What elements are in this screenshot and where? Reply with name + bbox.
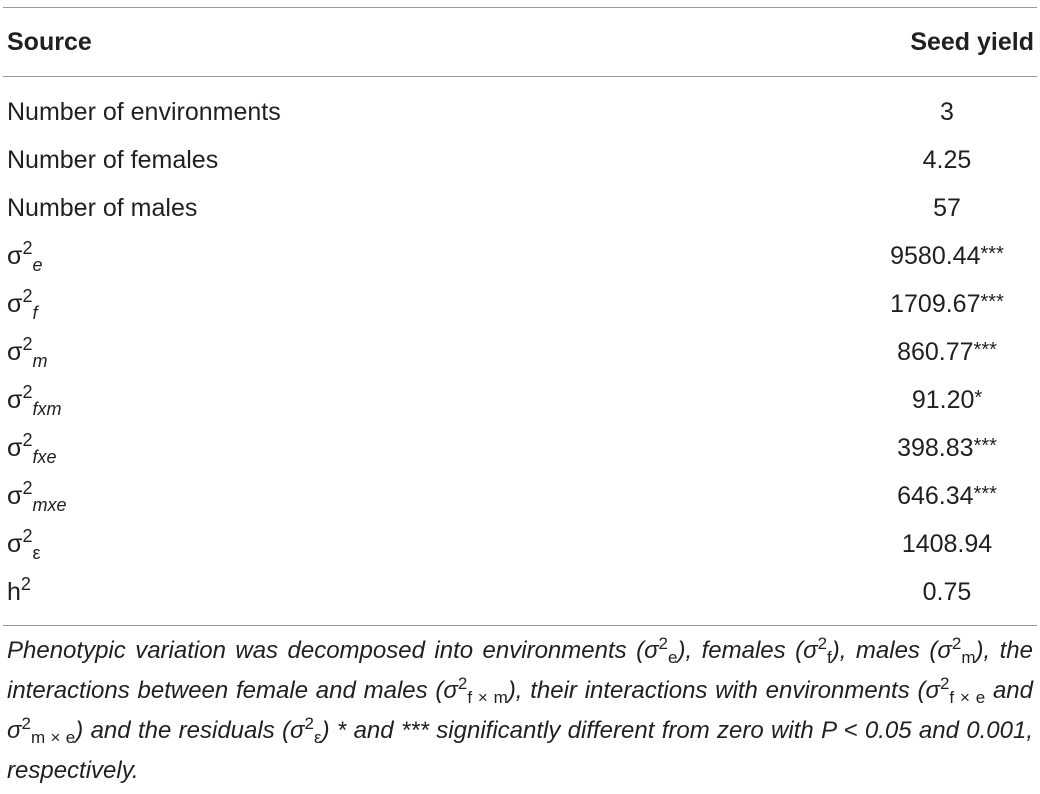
footnote-sub: e	[668, 648, 678, 667]
row-value	[857, 482, 1037, 511]
symbol: σ	[7, 337, 23, 366]
row-value	[857, 338, 1037, 367]
header-seed-yield: Seed yield	[910, 27, 1034, 56]
row-value	[857, 242, 1037, 271]
significance-stars: ***	[980, 290, 1004, 313]
footnote-sub: m × e	[30, 728, 76, 747]
significance-stars: ***	[973, 338, 997, 361]
table-row	[3, 568, 1037, 616]
footnote-symbol: σ	[644, 637, 659, 664]
value-number: 0.75	[922, 577, 972, 606]
footnote-sup: 2	[21, 714, 31, 733]
table-row	[3, 184, 1037, 232]
row-value: 3	[940, 97, 954, 126]
header-source: Source	[7, 27, 92, 56]
footnote-text: ), their interactions with environments (	[507, 677, 926, 704]
symbol: σ	[7, 481, 23, 510]
footnote-sup: 2	[939, 674, 950, 693]
table-body	[3, 77, 1037, 625]
footnote-sub: m	[961, 648, 976, 667]
superscript: 2	[22, 525, 33, 546]
value-number: 1408.94	[901, 529, 993, 558]
value-number: 9580.44	[890, 241, 981, 270]
subscript: m	[32, 350, 48, 371]
row-value	[857, 578, 1037, 607]
footnote-sup: 2	[817, 634, 828, 653]
superscript: 2	[22, 333, 33, 354]
variance-components-table	[3, 7, 1037, 790]
value-number: 91.20	[911, 385, 975, 414]
footnote-sub: ε	[313, 728, 322, 747]
symbol: σ	[7, 385, 23, 414]
table-row	[3, 520, 1037, 568]
row-label: Number of environments	[7, 97, 281, 126]
superscript: 2	[22, 381, 33, 402]
footnote-text: ), females (	[677, 637, 804, 664]
row-value	[857, 386, 1037, 415]
row-label	[7, 525, 41, 563]
subscript: e	[32, 254, 43, 275]
footnote-sup: 2	[658, 634, 669, 653]
row-label	[7, 285, 38, 323]
row-label	[7, 477, 67, 515]
superscript: 2	[20, 573, 31, 594]
superscript: 2	[22, 429, 33, 450]
row-label: Number of females	[7, 145, 219, 174]
table-row	[3, 136, 1037, 184]
row-value	[857, 530, 1037, 559]
significance-stars: *	[974, 386, 983, 409]
row-label	[7, 381, 62, 419]
footnote-text: ) and the residuals (	[75, 717, 291, 744]
table-row	[3, 232, 1037, 280]
footnote-text: and	[985, 677, 1033, 704]
footnote-symbol: σ	[937, 637, 952, 664]
footnote-symbol: σ	[7, 717, 22, 744]
footnote-symbol: σ	[925, 677, 940, 704]
significance-stars: ***	[973, 482, 997, 505]
symbol: σ	[7, 433, 23, 462]
row-label	[7, 573, 31, 607]
table-row	[3, 88, 1037, 136]
subscript: f	[32, 302, 38, 323]
value-number: 860.77	[897, 337, 974, 366]
row-value	[857, 434, 1037, 463]
footnote-sub: f	[827, 648, 832, 667]
footnote-text: Phenotypic variation was decomposed into environments (	[7, 637, 645, 664]
subscript: fxm	[32, 398, 62, 419]
value-number: 398.83	[897, 433, 974, 462]
footnote-sup: 2	[457, 674, 468, 693]
footnote-sup: 2	[951, 634, 962, 653]
row-value: 57	[933, 193, 961, 222]
symbol: h	[7, 577, 21, 606]
row-value: 4.25	[922, 145, 972, 174]
table-row	[3, 280, 1037, 328]
table-row	[3, 472, 1037, 520]
footnote-text: ), the interactions between female and males (	[7, 637, 1033, 704]
footnote-sub: f × e	[949, 688, 986, 707]
value-number: 646.34	[897, 481, 974, 510]
row-label: Number of males	[7, 193, 198, 222]
footnote-text: ) * and *** significantly different from zero with P < 0.05 and 0.001, respectively.	[7, 717, 1033, 784]
footnote-text: ), males (	[831, 637, 938, 664]
footnote-symbol: σ	[443, 677, 458, 704]
significance-stars: ***	[973, 434, 997, 457]
table-row	[3, 424, 1037, 472]
table-row	[3, 376, 1037, 424]
subscript: fxe	[32, 446, 57, 467]
row-label	[7, 429, 57, 467]
footnote-sub: f × m	[467, 688, 508, 707]
value-number: 1709.67	[890, 289, 981, 318]
table-header	[3, 8, 1037, 76]
significance-stars: ***	[980, 242, 1004, 265]
symbol: σ	[7, 241, 23, 270]
table-row	[3, 328, 1037, 376]
subscript: mxe	[32, 494, 67, 515]
superscript: 2	[22, 477, 33, 498]
footnote-symbol: σ	[290, 717, 305, 744]
row-label	[7, 237, 43, 275]
symbol: σ	[7, 289, 23, 318]
symbol: σ	[7, 529, 23, 558]
footnote-sup: 2	[304, 714, 314, 733]
superscript: 2	[22, 237, 33, 258]
row-label	[7, 333, 48, 371]
footnote-symbol: σ	[803, 637, 818, 664]
subscript: ε	[32, 542, 41, 563]
row-value	[857, 290, 1037, 319]
table-footnote	[3, 626, 1037, 790]
superscript: 2	[22, 285, 33, 306]
